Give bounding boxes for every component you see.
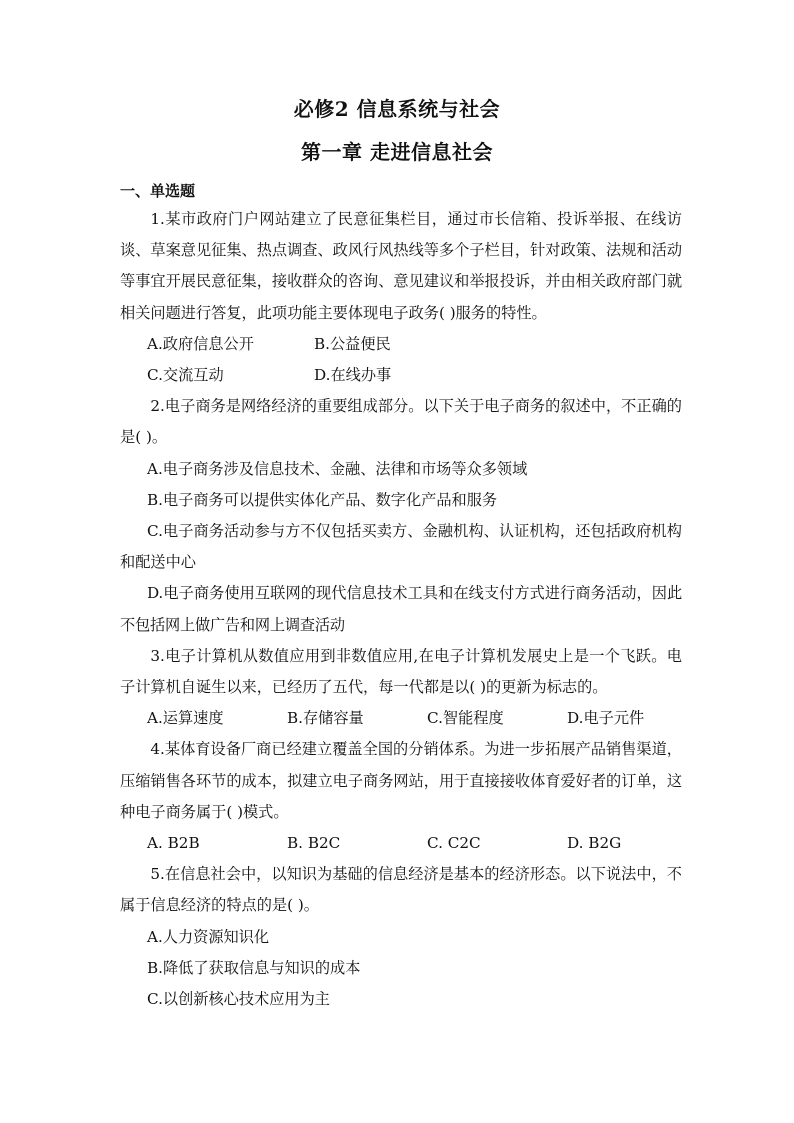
question-1-option-b: B.公益便民 xyxy=(314,334,391,353)
question-1-stem: 1.某市政府门户网站建立了民意征集栏目，通过市长信箱、投诉举报、在线访谈、草案意见征集、热点调查、政风行风热线等多个子栏目，针对政策、法规和活动等事宜开展民意征集，接收群众的咨询、意见建议和举报投诉，并由相关政府部门就相关问题进行答复，此项功能主要体现电子政务( )服务的特性。 xyxy=(120,210,682,322)
question-4-option-d: D. B2G xyxy=(567,833,622,852)
question-4-option-a: A. B2B xyxy=(147,833,200,852)
document-title: 必修2 信息系统与社会 xyxy=(293,97,501,121)
question-3-option-a: A.运算速度 xyxy=(147,709,224,728)
question-2-option-a: A.电子商务涉及信息技术、金融、法律和市场等众多领域 xyxy=(147,459,528,478)
question-3-stem: 3.电子计算机从数值应用到非数值应用,在电子计算机发展史上是一个飞跃。电子计算机自诞生以来，已经历了五代，每一代都是以( )的更新为标志的。 xyxy=(120,646,682,696)
question-1-option-d: D.在线办事 xyxy=(314,366,392,384)
question-4-option-c: C. C2C xyxy=(427,833,481,852)
question-4-stem: 4.某体育设备厂商已经建立覆盖全国的分销体系。为进一步拓展产品销售渠道，压缩销售各环节的成本，拟建立电子商务网站，用于直接接收体育爱好者的订单，这种电子商务属于( )模式。 xyxy=(120,740,682,821)
chapter-title: 第一章 走进信息社会 xyxy=(301,140,493,164)
question-2-stem: 2.电子商务是网络经济的重要组成部分。以下关于电子商务的叙述中，不正确的是( )。 xyxy=(120,397,682,447)
question-1-option-a: A.政府信息公开 xyxy=(147,334,254,353)
question-5-stem: 5.在信息社会中，以知识为基础的信息经济是基本的经济形态。以下说法中，不属于信息经济的特点的是( )。 xyxy=(120,865,682,915)
question-5-option-a: A.人力资源知识化 xyxy=(147,927,270,946)
question-1-option-c: C.交流互动 xyxy=(147,366,224,384)
question-4-option-b: B. B2C xyxy=(287,833,341,852)
section-heading: 一、单选题 xyxy=(120,182,196,200)
question-4-options-row xyxy=(120,828,682,859)
question-2-option-b: B.电子商务可以提供实体化产品、数字化产品和服务 xyxy=(147,490,498,509)
question-5-option-c: C.以创新核心技术应用为主 xyxy=(147,989,330,1008)
question-list xyxy=(120,204,682,1015)
question-5-option-b: B.降低了获取信息与知识的成本 xyxy=(147,958,361,977)
question-2-option-d: D.电子商务使用互联网的现代信息技术工具和在线支付方式进行商务活动，因此不包括网上做广告和网上调查活动 xyxy=(120,584,682,634)
question-3-option-c: C.智能程度 xyxy=(427,709,504,728)
question-3-option-d: D.电子元件 xyxy=(567,709,645,728)
question-1-options-row-2 xyxy=(120,360,682,391)
question-3-option-b: B.存储容量 xyxy=(287,709,364,728)
question-2-option-c: C.电子商务活动参与方不仅包括买卖方、金融机构、认证机构，还包括政府机构和配送中心 xyxy=(120,521,682,572)
question-3-options-row xyxy=(120,703,682,734)
question-1-options-row-1 xyxy=(120,329,682,360)
